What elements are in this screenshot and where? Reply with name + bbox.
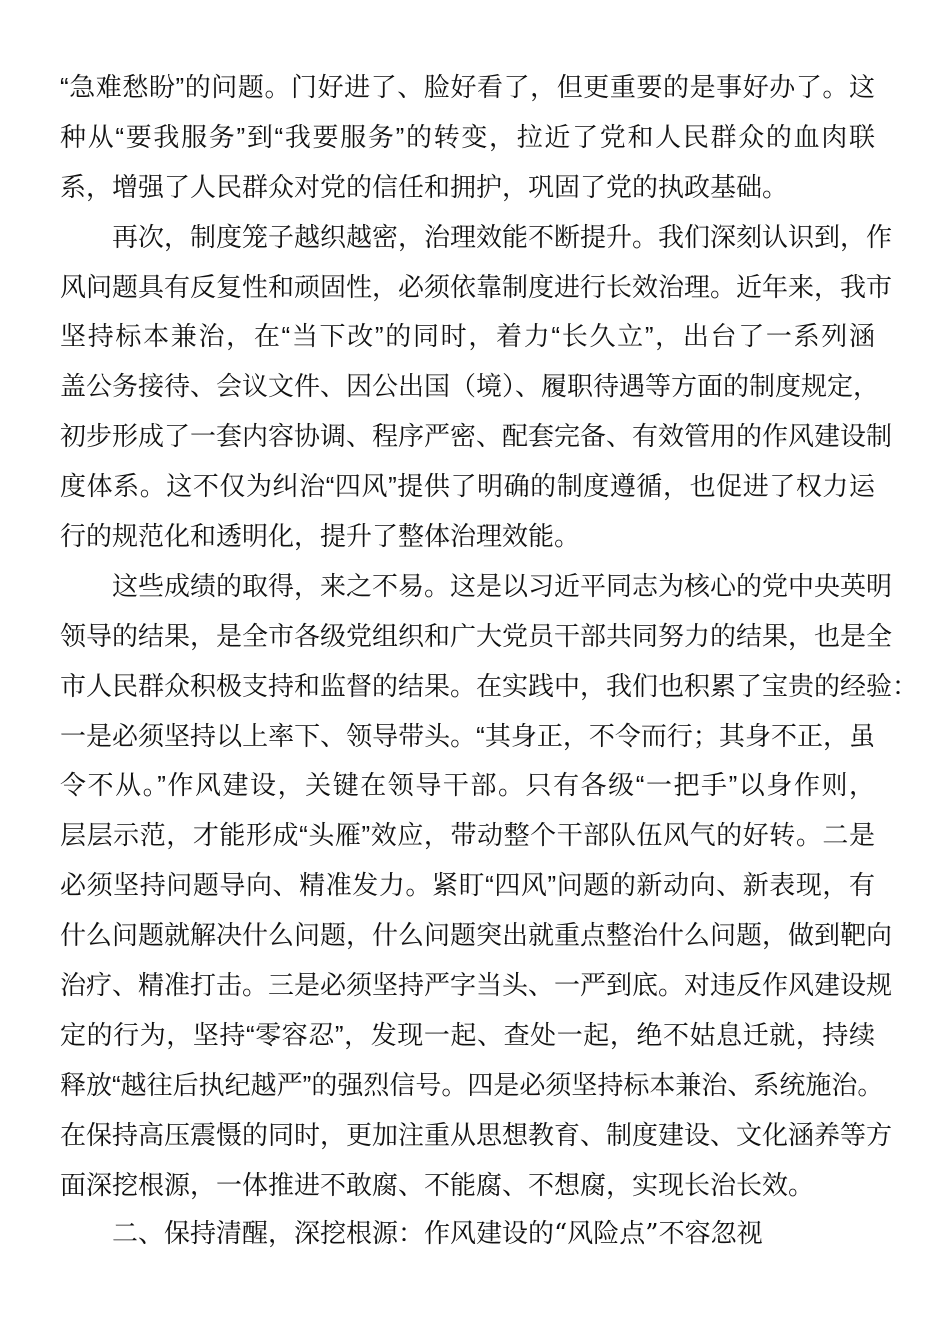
text-line: 一是必须坚持以上率下、领导带头。“其身正，不令而行；其身不正，虽 (60, 720, 875, 751)
text-line: 风问题具有反复性和顽固性，必须依靠制度进行长效治理。近年来，我市 (60, 271, 893, 302)
paragraph (60, 213, 893, 562)
text-line: 在保持高压震慑的同时，更加注重从思想教育、制度建设、文化涵养等方 (60, 1119, 893, 1150)
text-line: 种从“要我服务”到“我要服务”的转变，拉近了党和人民群众的血肉联 (60, 121, 875, 152)
section-heading: 二、保持清醒，深挖根源：作风建设的“风险点”不容忽视 (112, 1219, 763, 1250)
text-line: 度体系。这不仅为纠治“四风”提供了明确的制度遵循，也促进了权力运 (60, 471, 875, 502)
text-line: 治疗、精准打击。三是必须坚持严字当头、一严到底。对违反作风建设规 (60, 970, 893, 1001)
text-line: 盖公务接待、会议文件、因公出国（境）、履职待遇等方面的制度规定， (60, 371, 880, 402)
text-line: 释放“越往后执纪越严”的强烈信号。四是必须坚持标本兼治、系统施治。 (60, 1069, 884, 1100)
text-line: 什么问题就解决什么问题，什么问题突出就重点整治什么问题，做到靶向 (60, 920, 893, 951)
text-line: 这些成绩的取得，来之不易。这是以习近平同志为核心的党中央英明 (112, 570, 893, 601)
paragraph (60, 63, 875, 213)
text-line: 市人民群众积极支持和监督的结果。在实践中，我们也积累了宝贵的经验： (60, 670, 919, 701)
text-line: 初步形成了一套内容协调、程序严密、配套完备、有效管用的作风建设制 (60, 421, 893, 452)
text-line: 坚持标本兼治，在“当下改”的同时，着力“长久立”，出台了一系列涵 (60, 321, 875, 352)
text-line: 层层示范，才能形成“头雁”效应，带动整个干部队伍风气的好转。二是 (60, 820, 875, 851)
paragraph (60, 562, 919, 1211)
text-line: 行的规范化和透明化，提升了整体治理效能。 (60, 521, 581, 552)
text-line: “急难愁盼”的问题。门好进了、脸好看了，但更重要的是事好办了。这 (60, 72, 875, 102)
text-line: 必须坚持问题导向、精准发力。紧盯“四风”问题的新动向、新表现，有 (60, 870, 875, 901)
text-line: 定的行为，坚持“零容忍”，发现一起、查处一起，绝不姑息迁就，持续 (60, 1019, 875, 1050)
text-line: 令不从。”作风建设，关键在领导干部。只有各级“一把手”以身作则， (60, 770, 875, 801)
document-page (60, 63, 919, 1260)
text-line: 领导的结果，是全市各级党组织和广大党员干部共同努力的结果，也是全 (60, 620, 893, 651)
text-line: 系，增强了人民群众对党的信任和拥护，巩固了党的执政基础。 (60, 171, 789, 202)
text-line: 再次，制度笼子越织越密，治理效能不断提升。我们深刻认识到，作 (112, 221, 893, 252)
text-line: 面深挖根源，一体推进不敢腐、不能腐、不想腐，实现长治长效。 (60, 1169, 815, 1200)
